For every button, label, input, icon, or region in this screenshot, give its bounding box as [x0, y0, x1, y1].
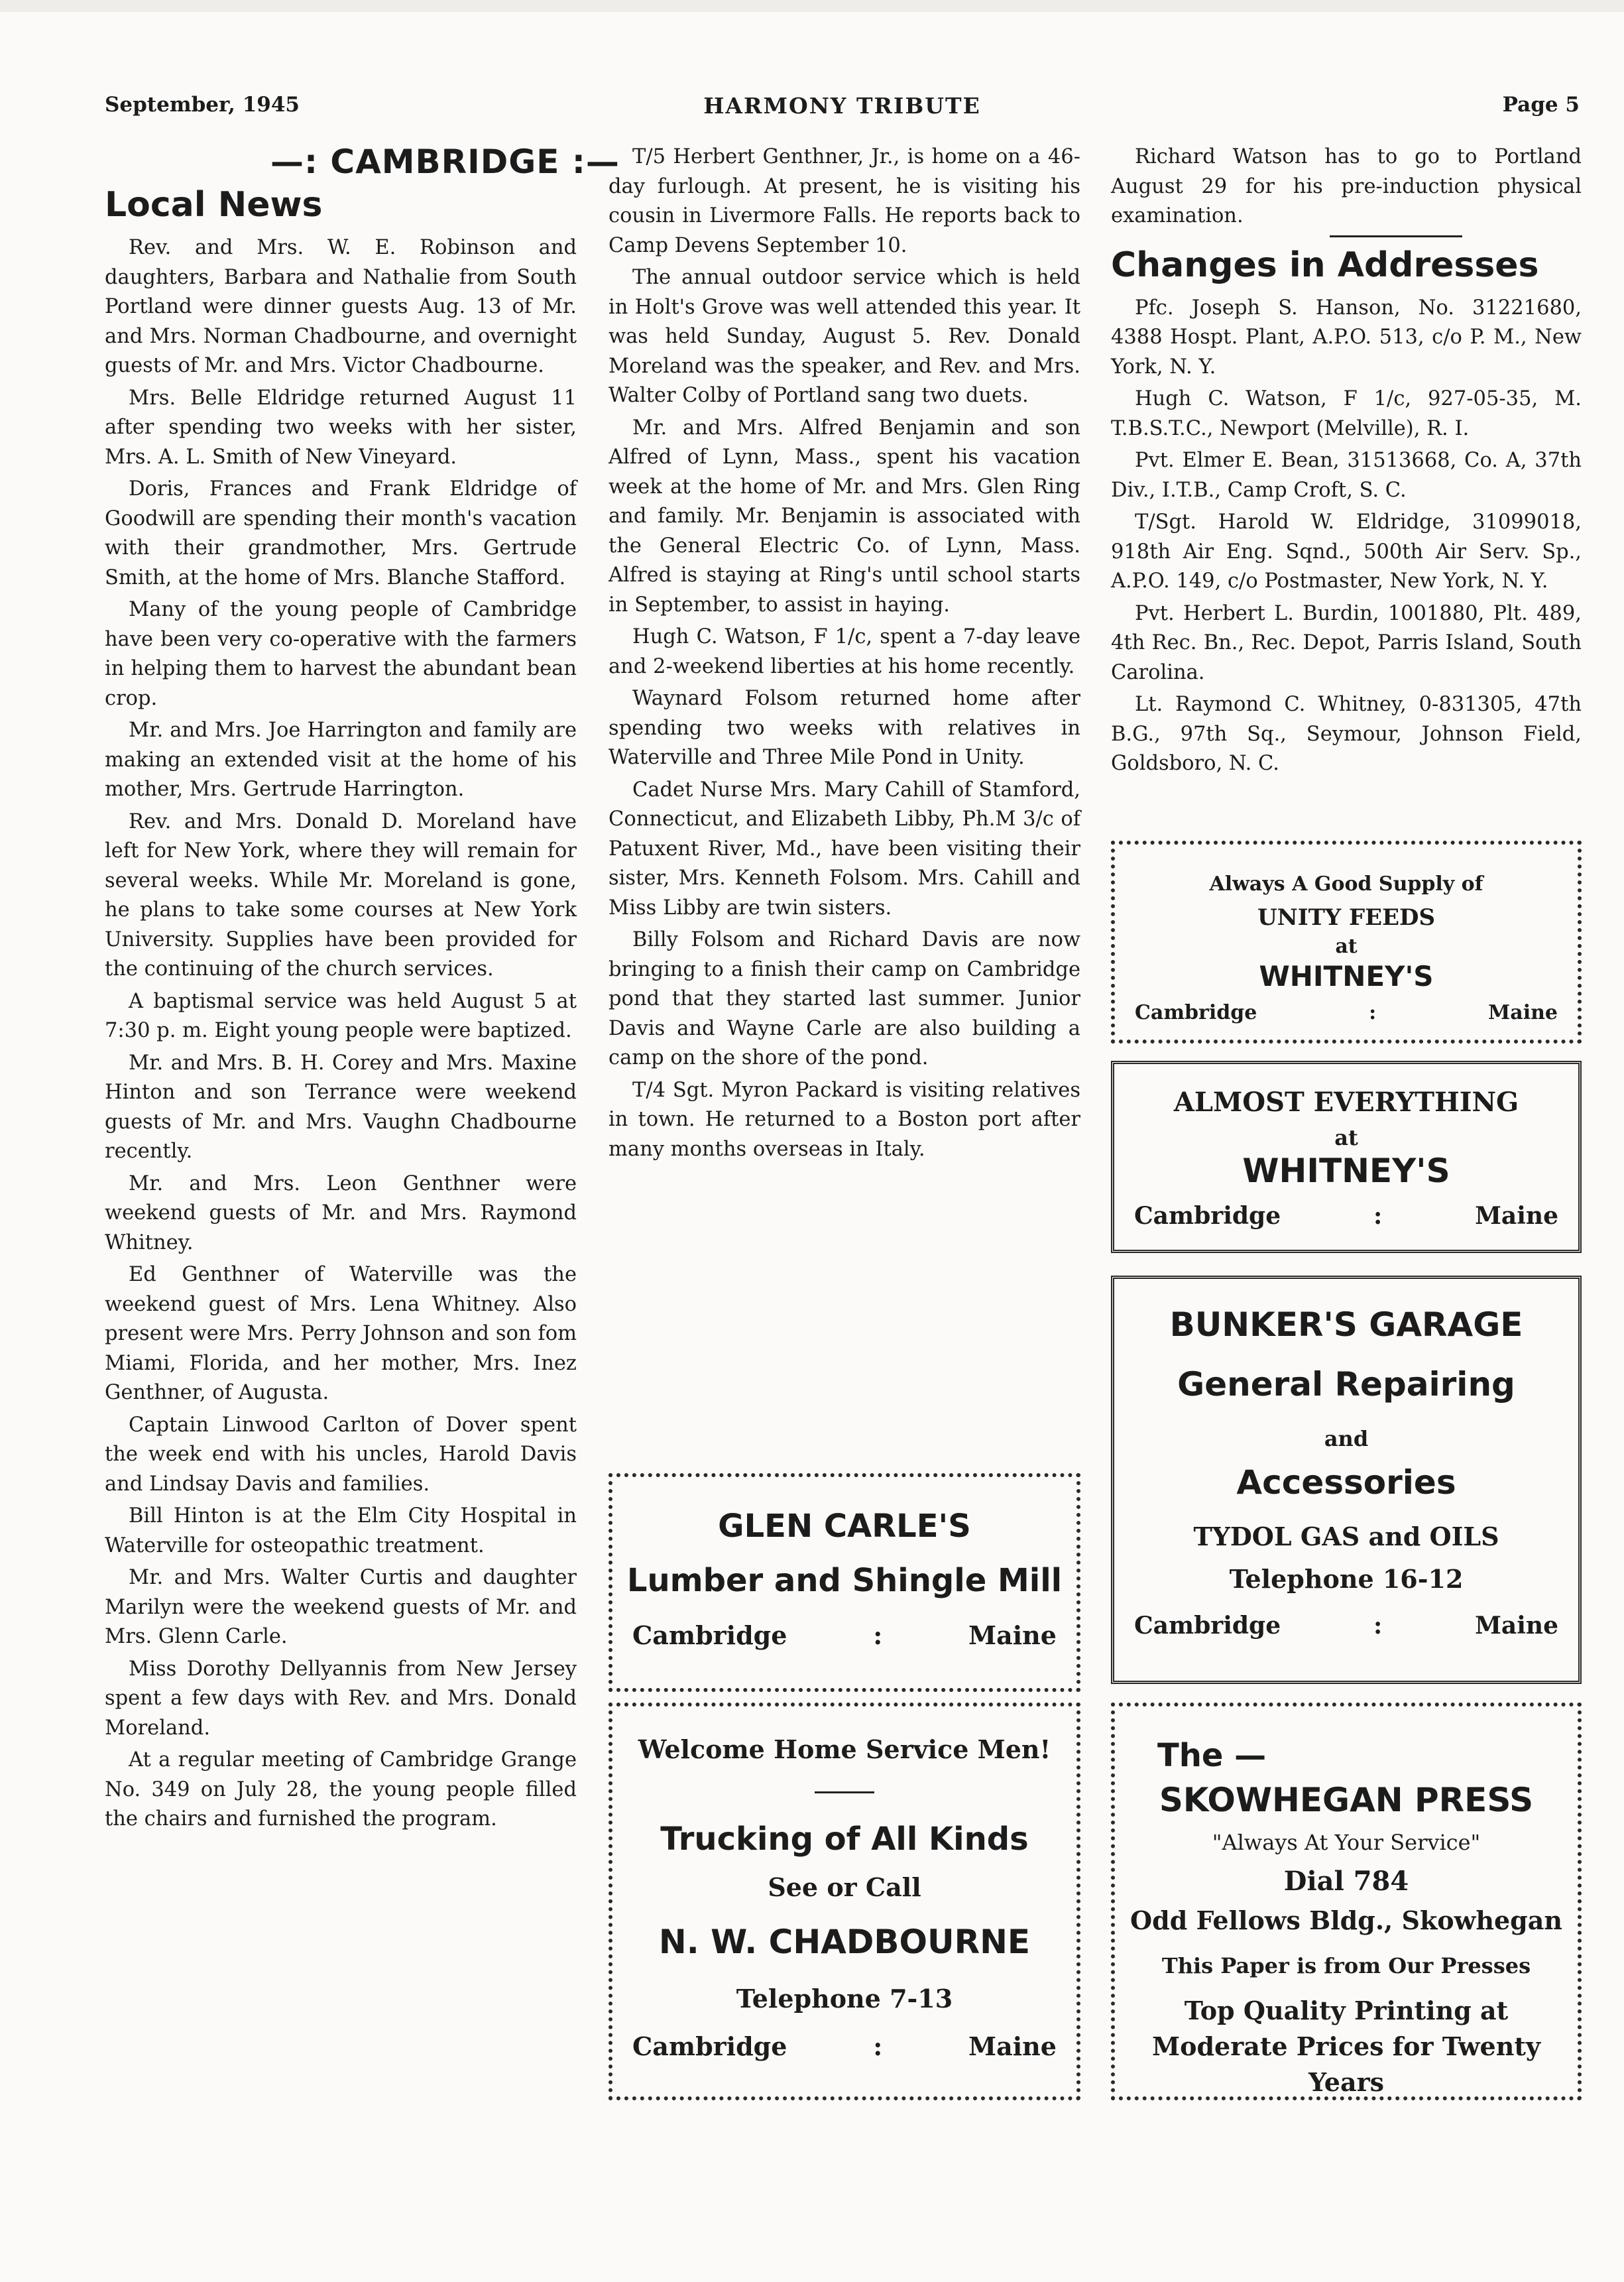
ad-state: Maine	[968, 2031, 1057, 2061]
news-item: Rev. and Mrs. Donald D. Moreland have left for New York, where they will remain for several weeks. While Mr. Moreland is gone, he plans to take some courses at New York University. Supplies have been provided for the continuing of the church services.	[105, 810, 577, 981]
ad-line: Dial 784	[1283, 1866, 1409, 1897]
local-news-heading: Local News	[105, 185, 323, 225]
ad-town: Cambridge	[632, 2031, 787, 2061]
scan-edge	[0, 0, 1624, 12]
address-item: Pvt. Herbert L. Burdin, 1001880, Plt. 489, 4th Rec. Bn., Rec. Depot, Parris Island, South Carolina.	[1111, 601, 1582, 684]
ad-location-row	[1114, 1612, 1578, 1640]
ad-state: Maine	[968, 1620, 1057, 1650]
news-item: Mr. and Mrs. Walter Curtis and daughter Marilyn were the weekend guests of Mr. and Mrs. Glenn Carle.	[105, 1566, 577, 1649]
ad-line: Telephone 7-13	[736, 1984, 953, 2013]
ad-bunkers-garage	[1111, 1276, 1582, 1684]
ad-glen-carles	[609, 1473, 1080, 1692]
ad-location-row	[612, 1620, 1076, 1650]
news-item: Mr. and Mrs. Leon Genthner were weekend guests of Mr. and Mrs. Raymond Whitney.	[105, 1171, 577, 1254]
ad-trucking	[609, 1703, 1080, 2100]
address-item: Lt. Raymond C. Whitney, 0-831305, 47th B.G., 97th Sq., Seymour, Johnson Field, Goldsboro, N. C.	[1111, 693, 1582, 776]
address-item: T/Sgt. Harold W. Eldridge, 31099018, 918th Air Eng. Sqnd., 500th Air Serv. Sp., A.P.O. 149, c/o Postmaster, New York, N. Y.	[1111, 510, 1582, 593]
address-item: Hugh C. Watson, F 1/c, 927-05-35, M. T.B.S.T.C., Newport (Melville), R. I.	[1111, 387, 1582, 440]
ad-line: N. W. CHADBOURNE	[658, 1923, 1031, 1961]
ad-line: WHITNEY'S	[1242, 1152, 1450, 1190]
ad-line: "Always At Your Service"	[1212, 1830, 1481, 1855]
ad-line: Lumber and Shingle Mill	[626, 1562, 1063, 1599]
ad-line: This Paper is from Our Presses	[1161, 1953, 1531, 1978]
ad-line: Odd Fellows Bldg., Skowhegan	[1130, 1905, 1562, 1935]
ad-state: Maine	[1475, 1202, 1558, 1230]
ad-line: WHITNEY'S	[1259, 960, 1434, 992]
ad-line: ALMOST EVERYTHING	[1173, 1087, 1519, 1118]
news-item: Bill Hinton is at the Elm City Hospital in Waterville for osteopathic treatment.	[105, 1504, 577, 1557]
news-item: Ed Genthner of Waterville was the weekend guest of Mrs. Lena Whitney. Also present were Mrs. Perry Johnson and son fom Miami, Florida, and her mother, Mrs. Inez Genthner, of Augusta.	[105, 1263, 577, 1405]
ad-line: Always A Good Supply of	[1209, 872, 1483, 896]
news-item: Mrs. Belle Eldridge returned August 11 after spending two weeks with her sister, Mrs. A. L. Smith of New Vineyard.	[105, 386, 577, 469]
ad-line: Telephone 16-12	[1229, 1564, 1464, 1594]
news-item: Mr. and Mrs. B. H. Corey and Mrs. Maxine Hinton and son Terrance were weekend guests of Mr. and Mrs. Vaughn Chadbourne recently.	[105, 1051, 577, 1164]
ad-state: Maine	[1488, 1001, 1558, 1024]
ad-line: General Repairing	[1177, 1365, 1515, 1404]
news-item: Doris, Frances and Frank Eldridge of Goodwill are spending their month's vacation with their grandmother, Mrs. Gertrude Smith, at the home of Mrs. Blanche Stafford.	[105, 477, 577, 589]
ad-separator: :	[1373, 1202, 1383, 1230]
news-item: Miss Dorothy Dellyannis from New Jersey spent a few days with Rev. and Mrs. Donald Moreland.	[105, 1657, 577, 1740]
ad-almost-everything	[1111, 1061, 1582, 1253]
news-item: Rev. and Mrs. W. E. Robinson and daughters, Barbara and Nathalie from South Portland were dinner guests Aug. 13 of Mr. and Mrs. Norman Chadbourne, and overnight guests of Mr. and Mrs. Victor Chadbourne.	[105, 236, 577, 378]
ad-town: Cambridge	[1134, 1202, 1281, 1230]
news-item: A baptismal service was held August 5 at 7:30 p. m. Eight young people were baptized.	[105, 989, 577, 1043]
ad-town: Cambridge	[1135, 1001, 1257, 1024]
address-item: Pvt. Elmer E. Bean, 31513668, Co. A, 37th Div., I.T.B., Camp Croft, S. C.	[1111, 449, 1582, 502]
ad-state: Maine	[1475, 1612, 1558, 1640]
section-title: —: CAMBRIDGE :—	[270, 143, 620, 181]
news-item: Many of the young people of Cambridge have been very co-operative with the farmers in helping them to harvest the abundant bean crop.	[105, 598, 577, 710]
column-2	[609, 143, 1080, 1167]
ad-location-row	[1114, 1202, 1578, 1230]
news-item: The annual outdoor service which is held in Holt's Grove was well attended this year. It was held Sunday, August 5. Rev. Donald Moreland was the speaker, and Rev. and Mrs. Walter Colby of Portland sang two duets.	[609, 266, 1080, 407]
ad-line: at	[1335, 935, 1358, 958]
ad-separator: :	[1373, 1612, 1383, 1640]
divider	[1330, 235, 1462, 237]
news-item: Hugh C. Watson, F 1/c, spent a 7-day leave and 2-weekend liberties at his home recently.	[609, 625, 1080, 678]
news-item: Mr. and Mrs. Alfred Benjamin and son Alfred of Lynn, Mass., spent his vacation week at the home of Mr. and Mrs. Glen Ring and family. Mr. Benjamin is associated with the General Electric Co. of Lynn, Mass. Alfred is staying at Ring's until school starts in September, to assist in haying.	[609, 416, 1080, 617]
ad-town: Cambridge	[632, 1620, 787, 1650]
ad-line: Welcome Home Service Men!	[638, 1734, 1051, 1764]
ad-skowhegan-press	[1111, 1703, 1582, 2100]
ad-line: The —	[1157, 1737, 1267, 1774]
news-item: Richard Watson has to go to Portland August 29 for his pre-induction physical examination.	[1111, 145, 1582, 227]
changes-heading: Changes in Addresses	[1111, 245, 1539, 285]
ad-line: and	[1324, 1426, 1369, 1451]
ad-line: SKOWHEGAN PRESS	[1159, 1781, 1534, 1819]
ad-unity-feeds	[1111, 841, 1582, 1044]
issue-date: September, 1945	[105, 93, 300, 117]
news-item: Mr. and Mrs. Joe Harrington and family are making an extended visit at the home of his mother, Mrs. Gertrude Harrington.	[105, 719, 577, 802]
page-header	[105, 93, 1580, 126]
address-item: Pfc. Joseph S. Hanson, No. 31221680, 4388 Hospt. Plant, A.P.O. 513, c/o P. M., New York, N. Y.	[1111, 296, 1582, 379]
news-item: Cadet Nurse Mrs. Mary Cahill of Stamford, Connecticut, and Elizabeth Libby, Ph.M 3/c of Patuxent River, Md., have been visiting their sister, Mrs. Kenneth Folsom. Mrs. Cahill and Miss Libby are twin sisters.	[609, 778, 1080, 920]
ad-separator: :	[873, 1620, 883, 1650]
ad-line: Trucking of All Kinds	[660, 1821, 1029, 1858]
ad-line: TYDOL GAS and OILS	[1193, 1522, 1499, 1551]
news-item: At a regular meeting of Cambridge Grange No. 349 on July 28, the young people filled the chairs and furnished the program.	[105, 1748, 577, 1831]
ad-separator: :	[873, 2031, 883, 2061]
news-item: Billy Folsom and Richard Davis are now bringing to a finish their camp on Cambridge pond that they started last summer. Junior Davis and Wayne Carle are also building a camp on the shore of the pond.	[609, 928, 1080, 1069]
news-item: Waynard Folsom returned home after spending two weeks with relatives in Waterville and Three Mile Pond in Unity.	[609, 687, 1080, 769]
page-number: Page 5	[1502, 93, 1580, 117]
ad-separator: :	[1369, 1001, 1377, 1024]
news-item: T/5 Herbert Genthner, Jr., is home on a 46-day furlough. At present, he is visiting his cousin in Livermore Falls. He reports back to Camp Devens September 10.	[609, 145, 1080, 257]
column-3	[1111, 143, 1582, 782]
ad-line: GLEN CARLE'S	[718, 1508, 971, 1545]
ad-divider	[815, 1791, 874, 1793]
ad-line: Accessories	[1236, 1463, 1456, 1502]
ad-line: UNITY FEEDS	[1257, 904, 1436, 931]
ad-location-row	[1115, 1001, 1578, 1024]
ad-town: Cambridge	[1134, 1612, 1281, 1640]
news-item: T/4 Sgt. Myron Packard is visiting relatives in town. He returned to a Boston port after many months overseas in Italy.	[609, 1078, 1080, 1161]
ad-line: at	[1334, 1125, 1358, 1150]
masthead-title: HARMONY TRIBUTE	[703, 93, 981, 119]
column-1	[105, 143, 620, 1837]
news-item: Captain Linwood Carlton of Dover spent the week end with his uncles, Harold Davis and Lindsay Davis and families.	[105, 1413, 577, 1496]
ad-line: BUNKER'S GARAGE	[1169, 1305, 1523, 1344]
ad-location-row	[612, 2031, 1076, 2061]
ad-line: Top Quality Printing at Moderate Prices for Twenty Years	[1152, 1996, 1540, 2097]
ad-line: See or Call	[768, 1872, 921, 1902]
